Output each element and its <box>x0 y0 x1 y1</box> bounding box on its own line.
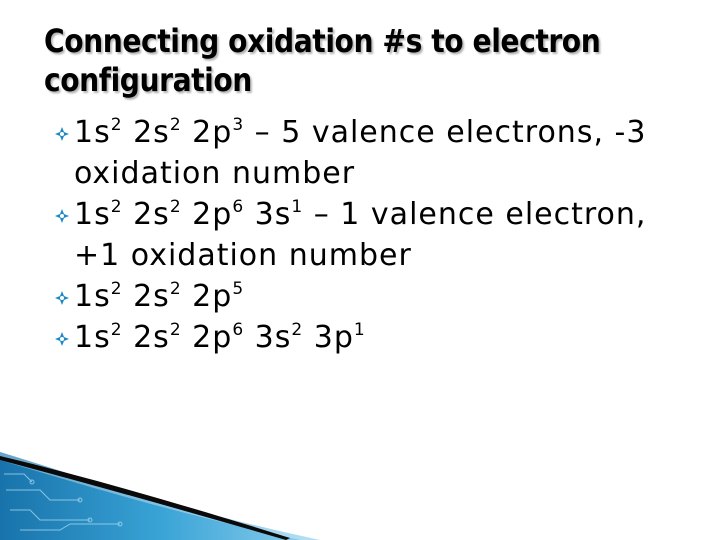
bullet-text: $1s^2$ $2s^2$ $2p^3 - 5$ valence electrons, -3 oxidation number <box>74 115 647 191</box>
fleur-bullet-icon <box>54 126 70 142</box>
fleur-bullet-icon <box>54 208 70 224</box>
bullet-text: $1s^2$ $2s^2$ $2p^6$ $3s^2$ $3p^1$ <box>74 320 366 355</box>
bullet-item <box>50 194 690 276</box>
bullet-item <box>50 317 690 358</box>
superscript: 2 <box>169 197 182 217</box>
bullet-text: $1s^2$ $2s^2$ $2p^5$ <box>74 279 245 314</box>
superscript: 2 <box>110 320 123 340</box>
superscript: 2 <box>291 320 304 340</box>
superscript: 2 <box>110 197 123 217</box>
superscript: 2 <box>110 115 123 135</box>
fleur-bullet-icon <box>54 331 70 347</box>
bullet-item <box>50 276 690 317</box>
bullet-text: $1s^2$ $2s^2$ $2p^6$ $3s^1 - 1$ valence electron, +1 oxidation number <box>74 197 647 273</box>
bullet-item <box>50 112 690 194</box>
fleur-bullet-icon <box>54 290 70 306</box>
superscript: 2 <box>169 279 182 299</box>
superscript: 1 <box>353 320 366 340</box>
slide-title: Connecting oxidation #s to electron configuration <box>44 22 601 99</box>
bullet-list <box>50 112 690 358</box>
superscript: 2 <box>169 115 182 135</box>
superscript: 2 <box>169 320 182 340</box>
superscript: 6 <box>232 197 245 217</box>
slide-corner-decoration <box>0 450 320 540</box>
superscript: 1 <box>291 197 304 217</box>
superscript: 3 <box>232 115 245 135</box>
superscript: 5 <box>232 279 245 299</box>
superscript: 6 <box>232 320 245 340</box>
superscript: 2 <box>110 279 123 299</box>
